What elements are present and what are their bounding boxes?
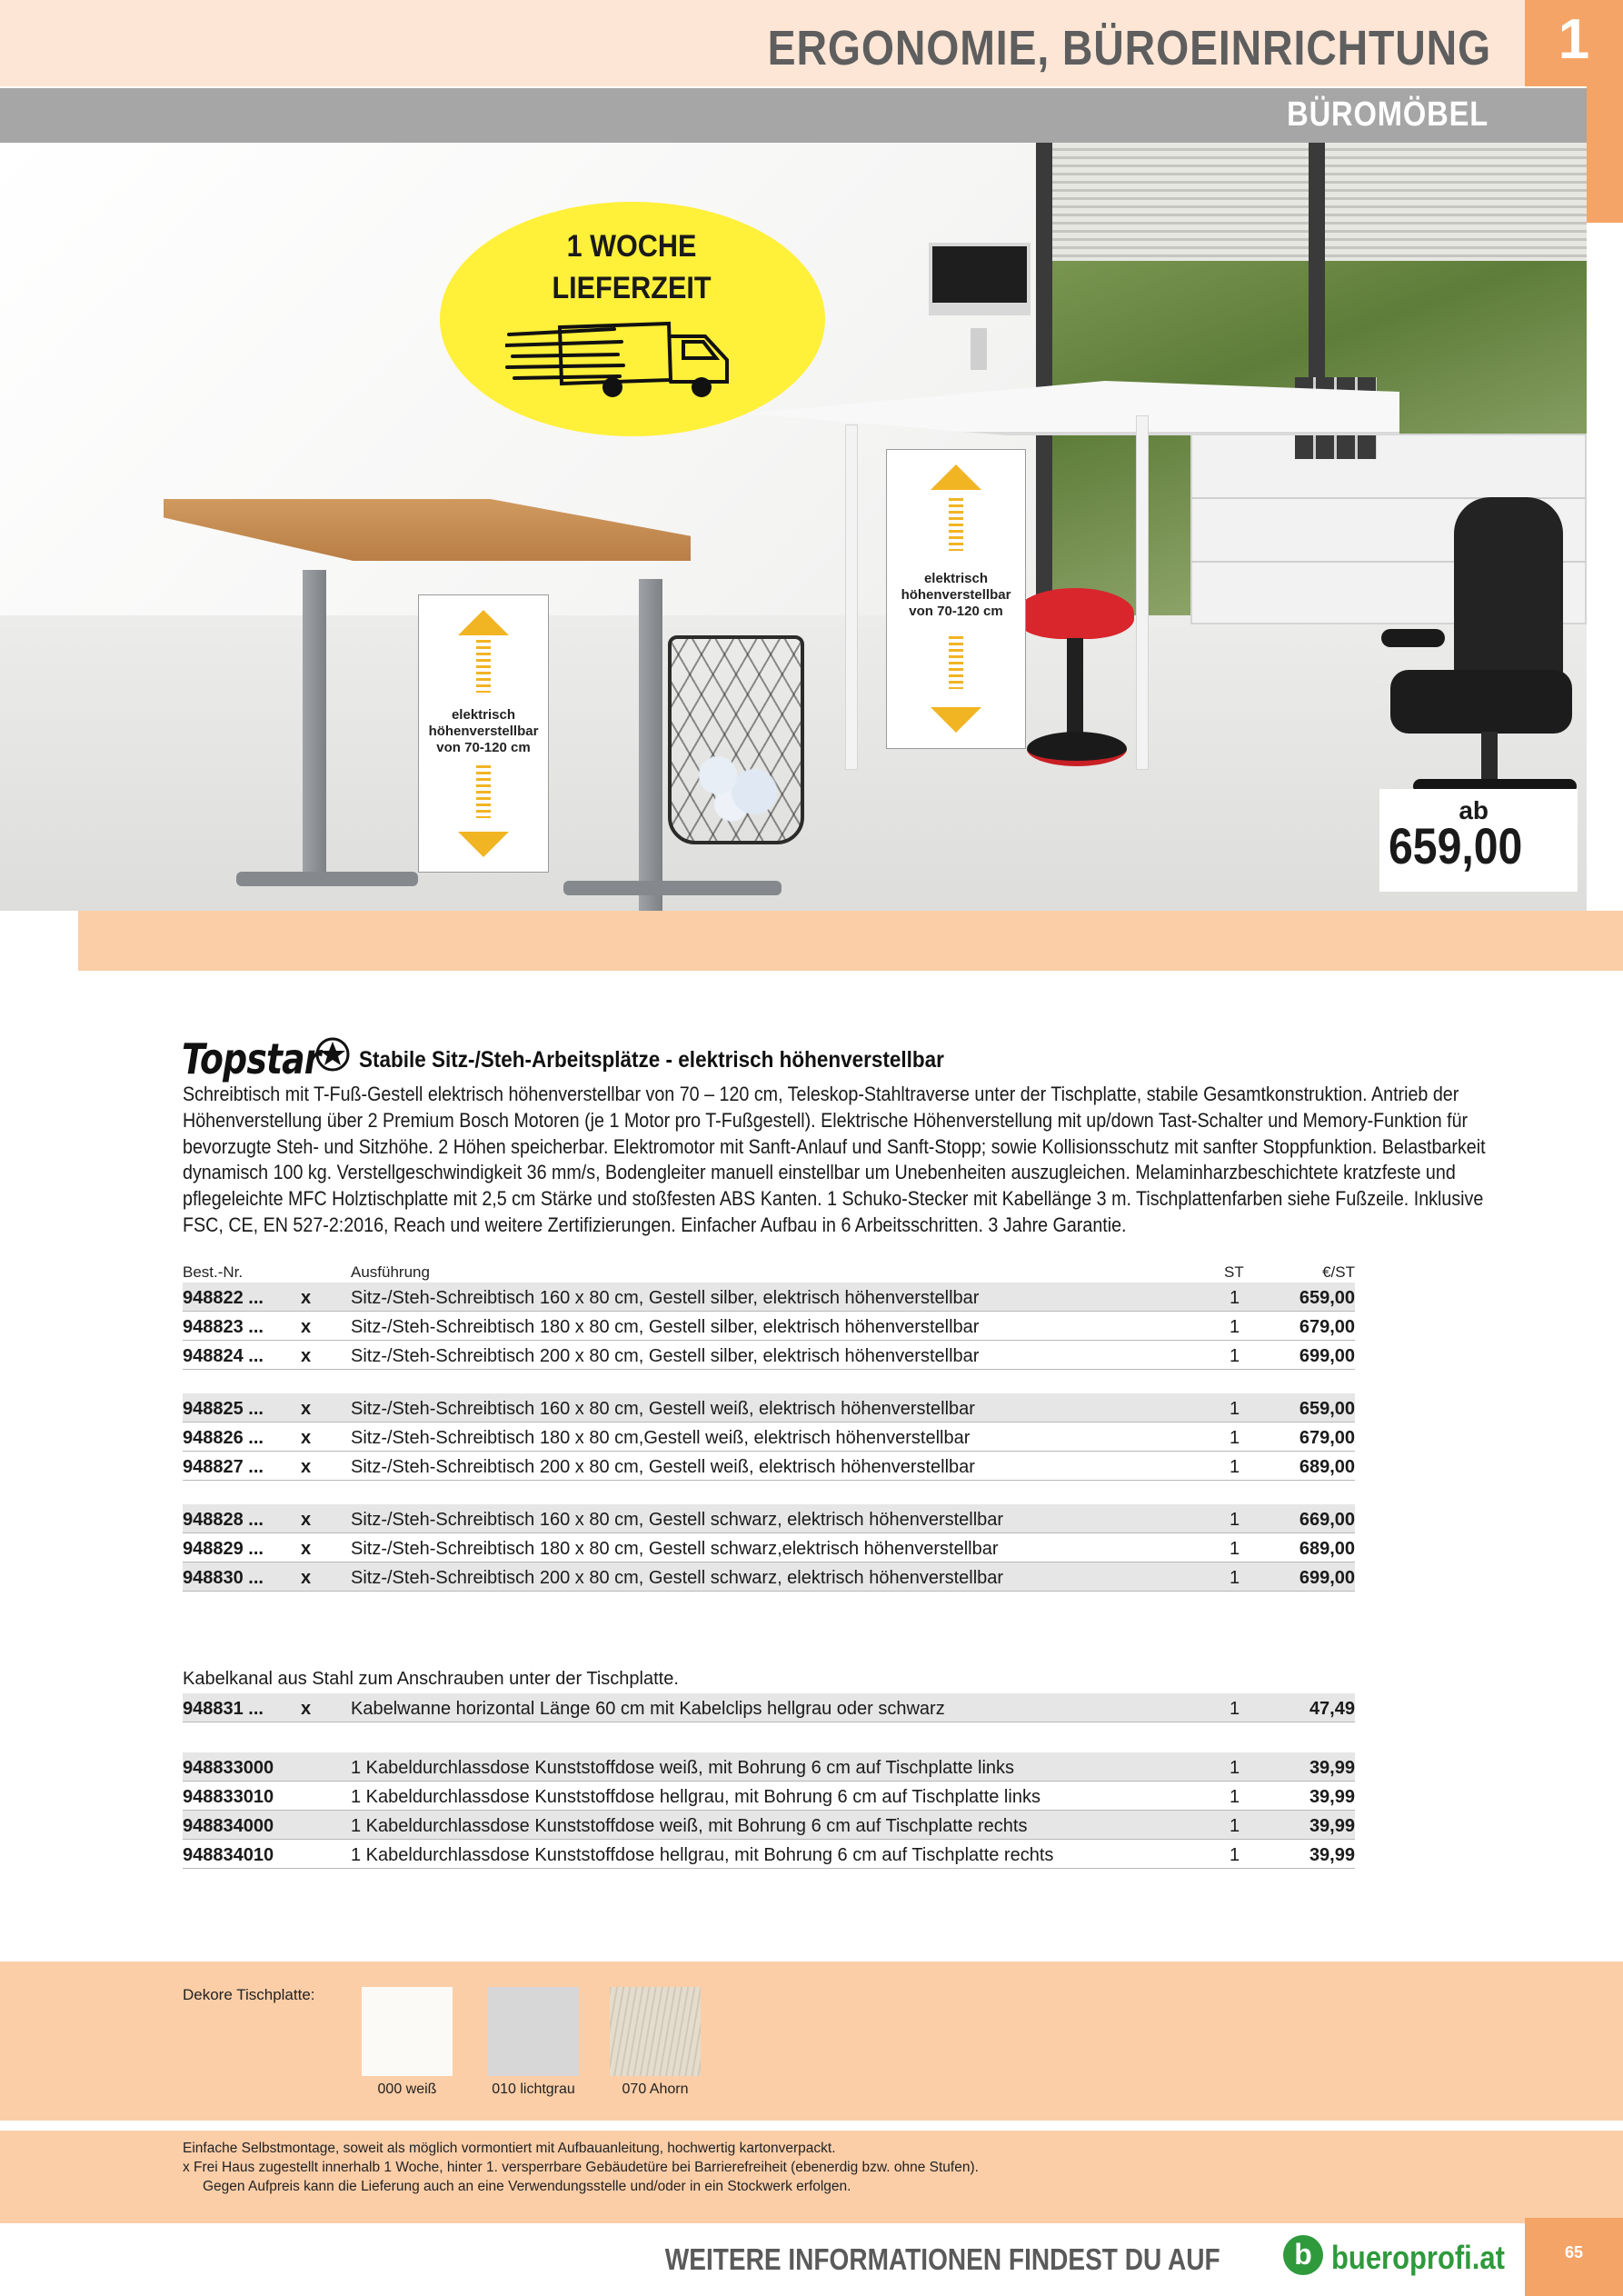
table-row (183, 1693, 1355, 1722)
item-description: Sitz-/Steh-Schreibtisch 160 x 80 cm, Gestell schwarz, elektrisch höhenverstellbar (351, 1510, 1004, 1530)
desk-foot (563, 881, 782, 895)
item-unit: 1 (1230, 1317, 1240, 1337)
chapter-number: 1 (1558, 8, 1590, 71)
item-price: 699,00 (1299, 1346, 1355, 1366)
item-description: 1 Kabeldurchlassdose Kunststoffdose weiß, mit Bohrung 6 cm auf Tischplatte links (351, 1758, 1015, 1778)
product-title: Stabile Sitz-/Steh-Arbeitsplätze - elektrisch höhenverstellbar (359, 1047, 944, 1073)
wood-desk-top (164, 499, 691, 561)
item-price: 39,99 (1309, 1816, 1355, 1836)
chair-arm (1381, 629, 1445, 647)
delivery-line: 1 WOCHE (566, 229, 697, 264)
item-unit: 1 (1230, 1816, 1240, 1836)
free-delivery-mark: x (301, 1428, 312, 1448)
free-delivery-mark: x (301, 1399, 312, 1419)
price-value: 659,00 (1389, 817, 1523, 874)
item-unit: 1 (1230, 1510, 1240, 1530)
order-number: 948828 ... (183, 1510, 264, 1530)
arrow-down-icon (458, 832, 509, 857)
order-number: 948825 ... (183, 1399, 264, 1419)
delivery-truck-icon (505, 320, 732, 402)
item-description: Sitz-/Steh-Schreibtisch 160 x 80 cm, Gestell silber, elektrisch höhenverstellbar (351, 1288, 980, 1308)
table-row (183, 1752, 1355, 1782)
item-description: 1 Kabeldurchlassdose Kunststoffdose hellgrau, mit Bohrung 6 cm auf Tischplatte rechts (351, 1845, 1054, 1865)
table-row (183, 1840, 1355, 1869)
item-unit: 1 (1230, 1288, 1240, 1308)
table-row (183, 1423, 1355, 1452)
price-prefix: ab (1459, 796, 1489, 824)
swatch-label: 010 lichtgrau (492, 2081, 575, 2097)
free-delivery-mark: x (301, 1539, 312, 1559)
item-price: 679,00 (1299, 1317, 1355, 1337)
footnote-line: Gegen Aufpreis kann die Lieferung auch an eine Verwendungsstelle und/oder in ein Stockwerk erfolgen. (203, 2179, 851, 2194)
table-row (183, 1504, 1355, 1533)
free-delivery-mark: x (301, 1346, 312, 1366)
desk-leg-right (639, 579, 662, 911)
table-row (183, 1782, 1355, 1811)
height-label-right (886, 571, 1026, 620)
item-price: 669,00 (1299, 1510, 1355, 1530)
order-number: 948822 ... (183, 1288, 264, 1308)
bueroprofi-logo-letter: b (1294, 2238, 1312, 2271)
item-unit: 1 (1230, 1845, 1240, 1865)
free-delivery-mark: x (301, 1568, 312, 1588)
table-row (183, 1811, 1355, 1840)
item-description: Sitz-/Steh-Schreibtisch 200 x 80 cm, Gestell schwarz, elektrisch höhenverstellbar (351, 1568, 1004, 1588)
dekore-label: Dekore Tischplatte: (183, 1986, 315, 2003)
stool-base (1027, 732, 1127, 766)
item-description: 1 Kabeldurchlassdose Kunststoffdose weiß, mit Bohrung 6 cm auf Tischplatte rechts (351, 1816, 1028, 1836)
header-unit: ST (1224, 1263, 1244, 1281)
header-order-number: Best.-Nr. (183, 1263, 244, 1281)
item-unit: 1 (1230, 1758, 1240, 1778)
table-row (183, 1562, 1355, 1592)
table-row (183, 1533, 1355, 1562)
order-number: 948824 ... (183, 1346, 264, 1366)
desk-foot (236, 872, 418, 886)
item-description: Sitz-/Steh-Schreibtisch 180 x 80 cm,Gestell weiß, elektrisch höhenverstellbar (351, 1428, 971, 1448)
order-number: 948831 ... (183, 1699, 264, 1719)
dashed-line-icon (476, 765, 491, 818)
order-number: 948830 ... (183, 1568, 264, 1588)
height-label-line: höhenverstellbar (428, 724, 539, 739)
item-price: 689,00 (1299, 1457, 1355, 1477)
wastebasket-paper (691, 743, 782, 824)
swatch-white (362, 1987, 453, 2076)
item-unit: 1 (1230, 1787, 1240, 1807)
height-label-line: höhenverstellbar (901, 587, 1011, 603)
stool-seat (1016, 588, 1134, 639)
item-price: 39,99 (1309, 1845, 1355, 1865)
order-number: 948826 ... (183, 1428, 264, 1448)
order-number: 948833010 (183, 1787, 274, 1807)
page-number: 65 (1564, 2243, 1584, 2261)
header-price: €/ST (1322, 1263, 1355, 1281)
bueroprofi-link[interactable]: bueroprofi.at (1331, 2239, 1505, 2276)
order-number: 948834000 (183, 1816, 274, 1836)
item-description: Kabelwanne horizontal Länge 60 cm mit Kabelclips hellgrau oder schwarz (351, 1699, 945, 1719)
order-number: 948834010 (183, 1845, 274, 1865)
item-price: 699,00 (1299, 1568, 1355, 1588)
table-row (183, 1393, 1355, 1423)
section-title: BÜROMÖBEL (1287, 95, 1489, 134)
item-unit: 1 (1230, 1346, 1240, 1366)
table-row (183, 1283, 1355, 1312)
height-label-line: von 70-120 cm (436, 740, 531, 755)
item-unit: 1 (1230, 1539, 1240, 1559)
item-description: Sitz-/Steh-Schreibtisch 180 x 80 cm, Gestell schwarz,elektrisch höhenverstellbar (351, 1539, 999, 1559)
free-delivery-mark: x (301, 1510, 312, 1530)
brand-logo: Topstar (182, 1034, 321, 1083)
stool-pole (1067, 638, 1083, 738)
item-unit: 1 (1230, 1399, 1240, 1419)
item-description: Sitz-/Steh-Schreibtisch 200 x 80 cm, Gestell silber, elektrisch höhenverstellbar (351, 1346, 980, 1366)
free-delivery-mark: x (301, 1457, 312, 1477)
item-price: 659,00 (1299, 1399, 1355, 1419)
arrow-down-icon (931, 707, 981, 733)
item-price: 679,00 (1299, 1428, 1355, 1448)
cable-note: Kabelkanal aus Stahl zum Anschrauben unter der Tischplatte. (183, 1669, 679, 1689)
page-title: ERGONOMIE, BÜROEINRICHTUNG (767, 21, 1491, 75)
footnote-line: x Frei Haus zugestellt innerhalb 1 Woche, hinter 1. versperrbare Gebäudetüre bei Barrierefreiheit (ebenerdig bzw. ohne Stufen). (183, 2160, 979, 2175)
free-delivery-mark: x (301, 1317, 312, 1337)
footer-info-text: WEITERE INFORMATIONEN FINDEST DU AUF (665, 2242, 1220, 2276)
header-description: Ausführung (351, 1263, 430, 1281)
item-description: 1 Kabeldurchlassdose Kunststoffdose hellgrau, mit Bohrung 6 cm auf Tischplatte links (351, 1787, 1041, 1807)
chair-seat (1390, 670, 1572, 734)
swatch-label: 000 weiß (377, 2081, 437, 2097)
height-label-line: von 70-120 cm (909, 604, 1003, 619)
product-description: Schreibtisch mit T-Fuß-Gestell elektrisch höhenverstellbar von 70 – 120 cm, Teleskop-Stahltraverse unter der Tischplatte, stabile Gesamtkonstruktion. Antrieb der Höhenverstellung über 2 Premium Bosch Motoren (je 1 Motor pro T-Fußgestell). Elektrische Höhenverstellung mit up/down Tast-Schalter und Memory-Funktion für bevorzugte Steh- und Sitzhöhe. 2 Höhen speicherbar. Elektromotor mit Sanft-Anlauf und Sanft-Stopp; sowie Kollisionsschutz mit sanfter Stoppfunktion. Belastbarkeit dynamisch 100 kg. Verstellgeschwindigkeit 36 mm/s, Bodengleiter manuell einstellbar um Unebenheiten auszugleichen. Melaminharzbeschichtete kratzfeste und pflegeleichte MFC Holztischplatte mit 2,5 cm Stärke und stoßfesten ABS Kanten. 1 Schuko-Stecker mit Kabellänge 3 m. Tischplattenfarben siehe Fußzeile. Inklusive FSC, CE, EN 527-2:2016, Reach und weitere Zertifizierungen. Einfacher Aufbau in 6 Arbeitsschritten. 3 Jahre Garantie. (183, 1083, 1486, 1236)
swatch-label: 070 Ahorn (622, 2081, 689, 2097)
dashed-line-icon (476, 640, 491, 693)
height-label-line: elektrisch (923, 571, 989, 586)
desk-leg-left (303, 570, 326, 879)
free-delivery-mark: x (301, 1699, 312, 1719)
height-label-left (418, 707, 549, 756)
delivery-text (522, 225, 742, 309)
item-price: 39,99 (1309, 1787, 1355, 1807)
footnote-line: Einfache Selbstmontage, soweit als möglich vormontiert mit Aufbauanleitung, hochwertig kartonverpackt. (183, 2141, 836, 2156)
item-price: 47,49 (1309, 1699, 1355, 1719)
table-row (183, 1312, 1355, 1341)
arrow-up-icon (931, 464, 981, 490)
chair-back (1454, 497, 1563, 697)
hero-monitor-stand (971, 328, 987, 370)
chapter-tab-edge (1587, 86, 1623, 223)
white-desk-leg (1136, 415, 1149, 770)
window-frame (1036, 143, 1052, 615)
order-number: 948823 ... (183, 1317, 264, 1337)
arrow-up-icon (458, 610, 509, 635)
item-price: 39,99 (1309, 1758, 1355, 1778)
table-row (183, 1341, 1355, 1370)
chair-pole (1481, 732, 1498, 783)
order-number: 948829 ... (183, 1539, 264, 1559)
item-unit: 1 (1230, 1457, 1240, 1477)
hero-monitor (929, 243, 1031, 315)
footnotes (183, 2139, 979, 2196)
white-desk-leg (845, 424, 858, 770)
dashed-line-icon (949, 636, 963, 689)
brand-star-icon (314, 1036, 351, 1073)
item-description: Sitz-/Steh-Schreibtisch 200 x 80 cm, Gestell weiß, elektrisch höhenverstellbar (351, 1457, 975, 1477)
item-unit: 1 (1230, 1699, 1240, 1719)
item-unit: 1 (1230, 1568, 1240, 1588)
item-unit: 1 (1230, 1428, 1240, 1448)
swatch-lightgrey (488, 1987, 579, 2076)
white-desk-top (745, 381, 1399, 435)
item-description: Sitz-/Steh-Schreibtisch 160 x 80 cm, Gestell weiß, elektrisch höhenverstellbar (351, 1399, 975, 1419)
hero-caption-strip (78, 911, 1623, 971)
item-price: 689,00 (1299, 1539, 1355, 1559)
order-number: 948833000 (183, 1758, 274, 1778)
item-description: Sitz-/Steh-Schreibtisch 180 x 80 cm, Gestell silber, elektrisch höhenverstellbar (351, 1317, 980, 1337)
delivery-line: LIEFERZEIT (552, 271, 712, 305)
free-delivery-mark: x (301, 1288, 312, 1308)
height-label-line: elektrisch (451, 707, 516, 723)
table-row (183, 1452, 1355, 1481)
dashed-line-icon (949, 498, 963, 551)
order-number: 948827 ... (183, 1457, 264, 1477)
item-price: 659,00 (1299, 1288, 1355, 1308)
swatch-maple (610, 1987, 701, 2076)
